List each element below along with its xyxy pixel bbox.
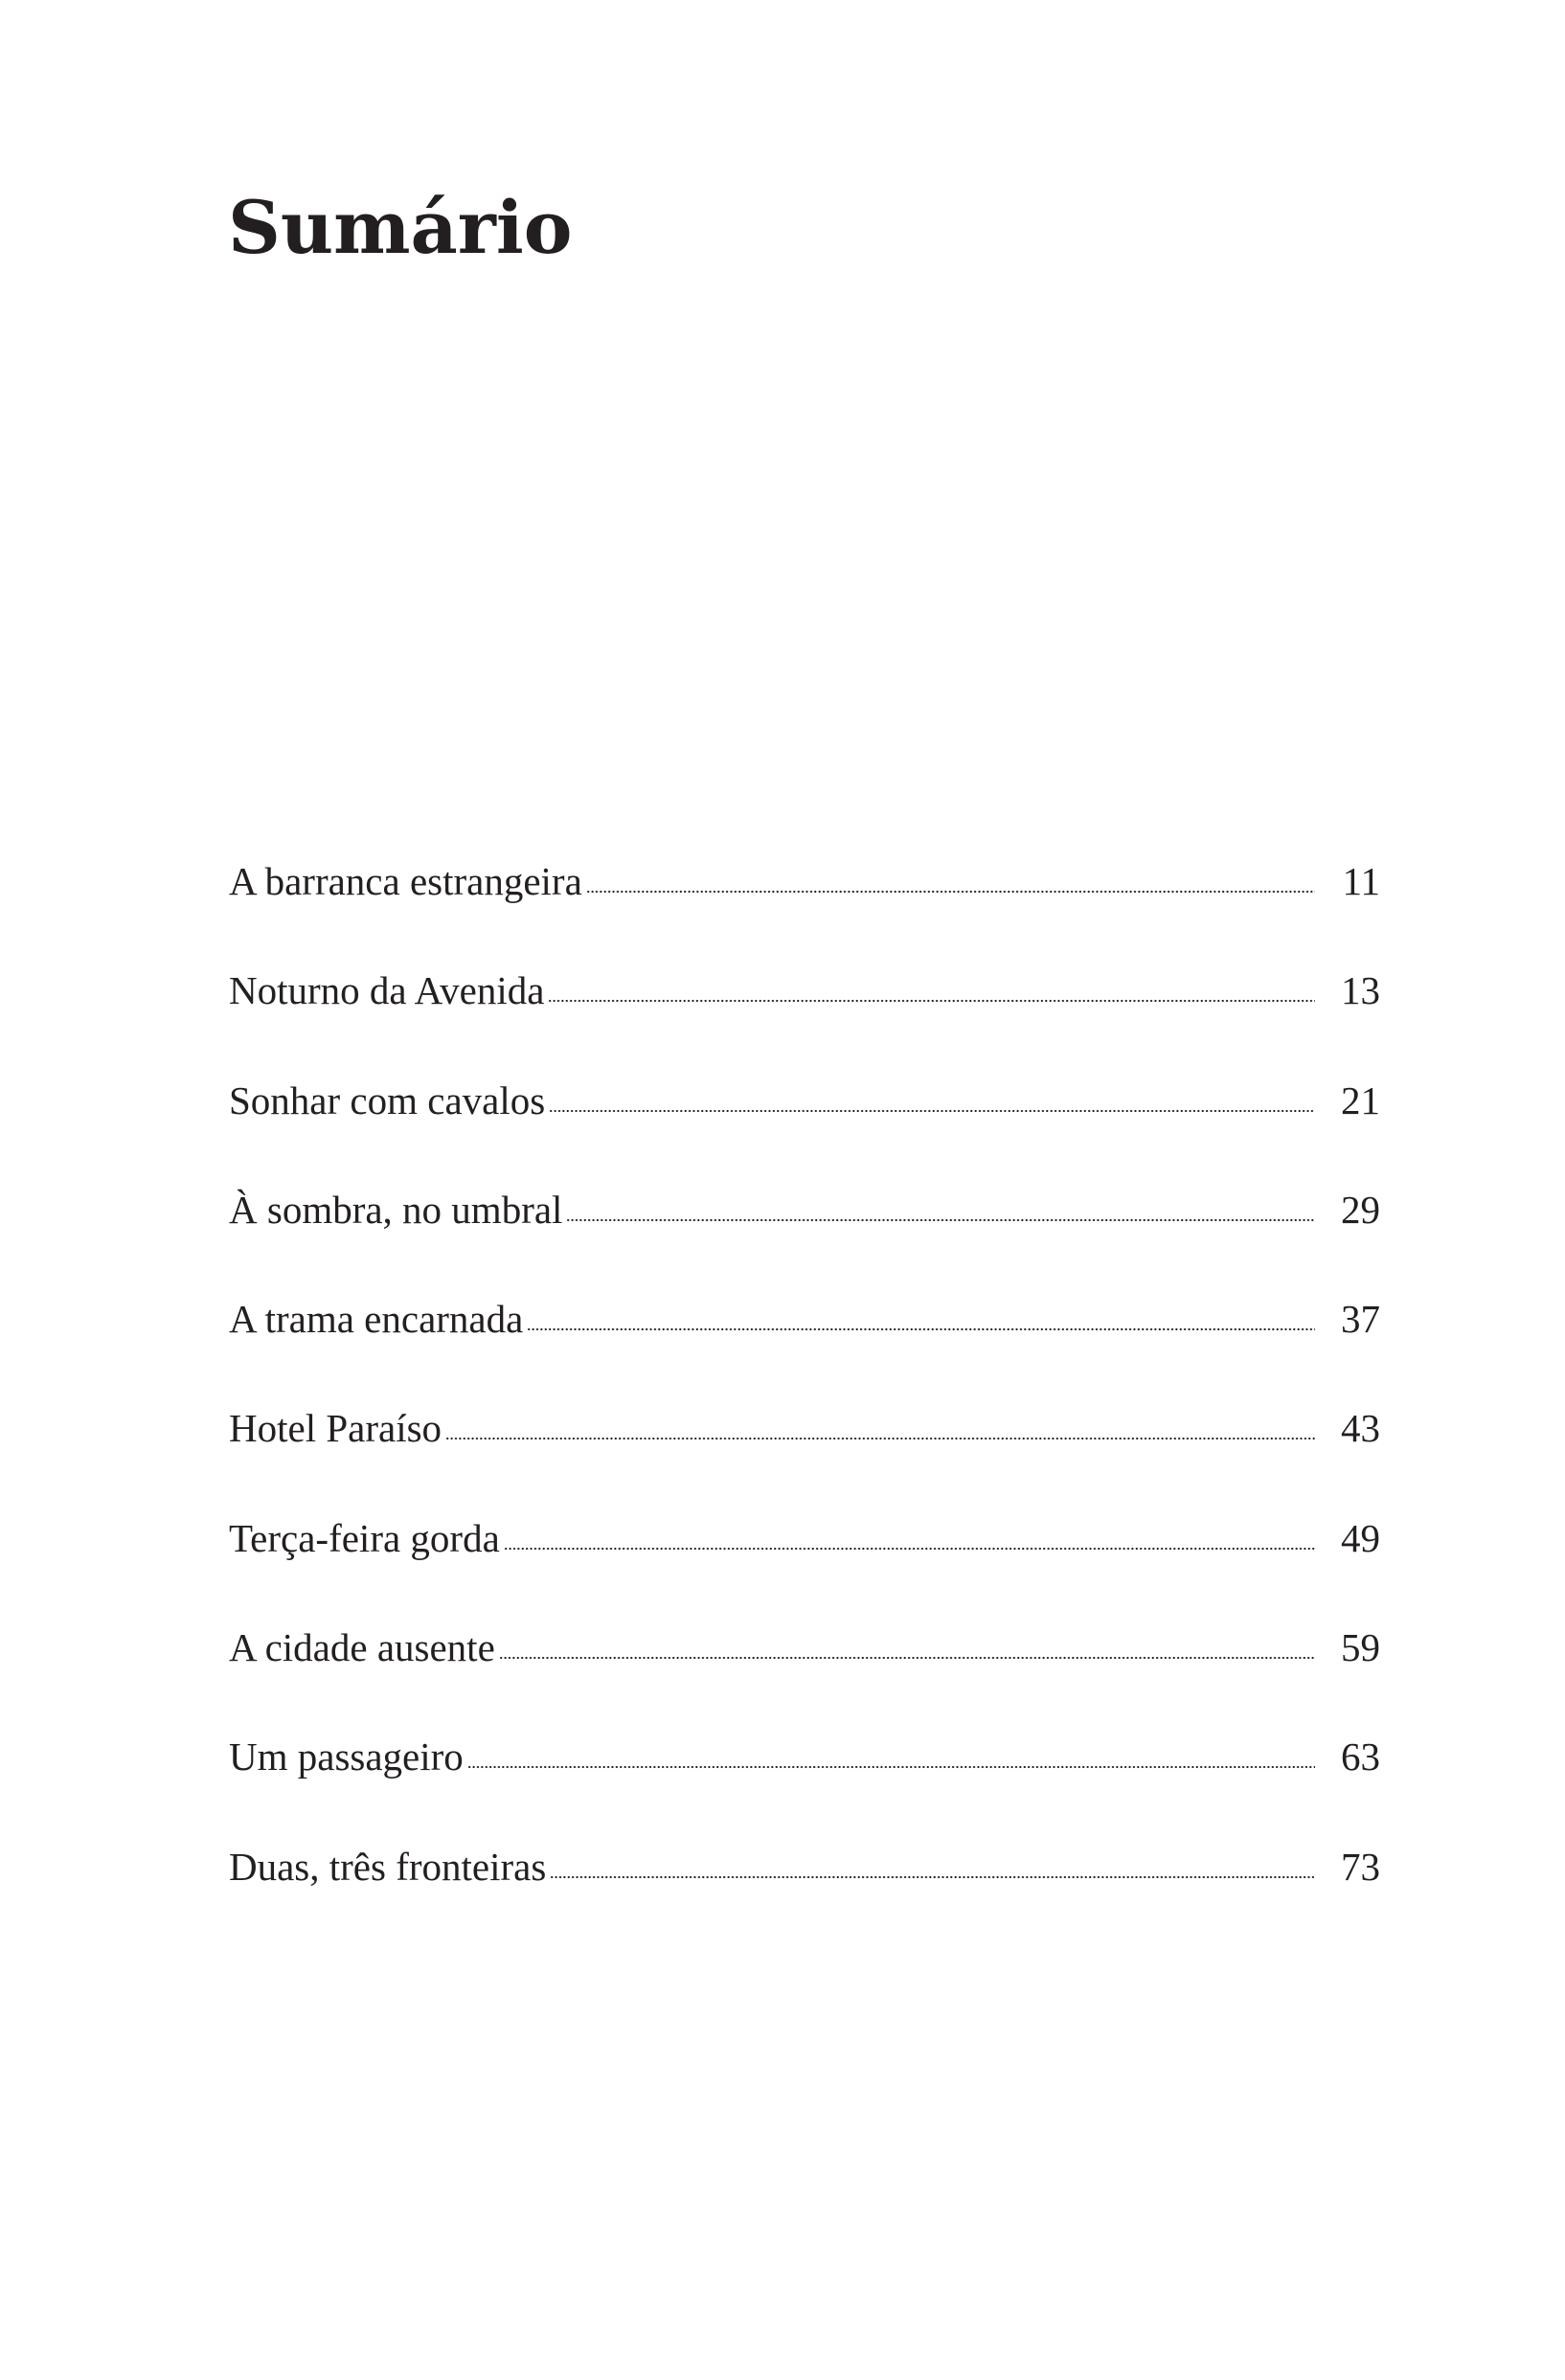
toc-entry-title: Terça-feira gorda	[229, 1515, 500, 1560]
toc-entry-title: À sombra, no umbral	[229, 1187, 563, 1232]
toc-entry	[229, 1514, 1380, 1623]
toc-entry	[229, 1404, 1380, 1513]
page-title: Sumário	[228, 185, 573, 270]
toc-entry-page: 21	[1341, 1077, 1380, 1122]
toc-entry-page: 13	[1341, 968, 1380, 1013]
toc-entry-page: 63	[1341, 1734, 1380, 1779]
toc-entry-title: Hotel Paraíso	[229, 1406, 442, 1451]
dot-leader	[499, 1656, 1315, 1660]
toc-entry-page: 43	[1341, 1406, 1380, 1451]
dot-leader	[504, 1547, 1315, 1551]
toc-entry-page: 11	[1342, 859, 1380, 903]
toc-entry-title: Noturno da Avenida	[229, 968, 545, 1013]
toc-entry	[229, 1623, 1380, 1733]
toc-entry	[229, 1295, 1380, 1404]
toc-entry-title: Sonhar com cavalos	[229, 1077, 546, 1122]
table-of-contents	[229, 857, 1380, 1952]
toc-entry	[229, 966, 1380, 1076]
toc-entry-page: 29	[1341, 1187, 1380, 1232]
toc-entry-title: A cidade ausente	[229, 1625, 495, 1670]
toc-entry	[229, 1186, 1380, 1295]
toc-entry-page: 59	[1341, 1625, 1380, 1670]
toc-entry-page: 37	[1341, 1297, 1380, 1342]
dot-leader	[586, 890, 1315, 894]
dot-leader	[445, 1437, 1315, 1440]
dot-leader	[566, 1218, 1315, 1222]
toc-entry	[229, 1843, 1380, 1952]
toc-entry-title: A trama encarnada	[229, 1297, 524, 1342]
toc-entry-title: A barranca estrangeira	[229, 859, 582, 903]
toc-entry	[229, 1077, 1380, 1186]
toc-entry-page: 73	[1341, 1844, 1380, 1889]
toc-entry	[229, 857, 1380, 966]
toc-entry-page: 49	[1341, 1515, 1380, 1560]
dot-leader	[548, 999, 1315, 1003]
dot-leader	[549, 1109, 1315, 1113]
dot-leader	[467, 1765, 1315, 1769]
toc-entry-title: Duas, três fronteiras	[229, 1844, 547, 1889]
toc-entry	[229, 1733, 1380, 1842]
toc-entry-title: Um passageiro	[229, 1734, 464, 1779]
dot-leader	[527, 1327, 1315, 1331]
dot-leader	[550, 1875, 1315, 1879]
